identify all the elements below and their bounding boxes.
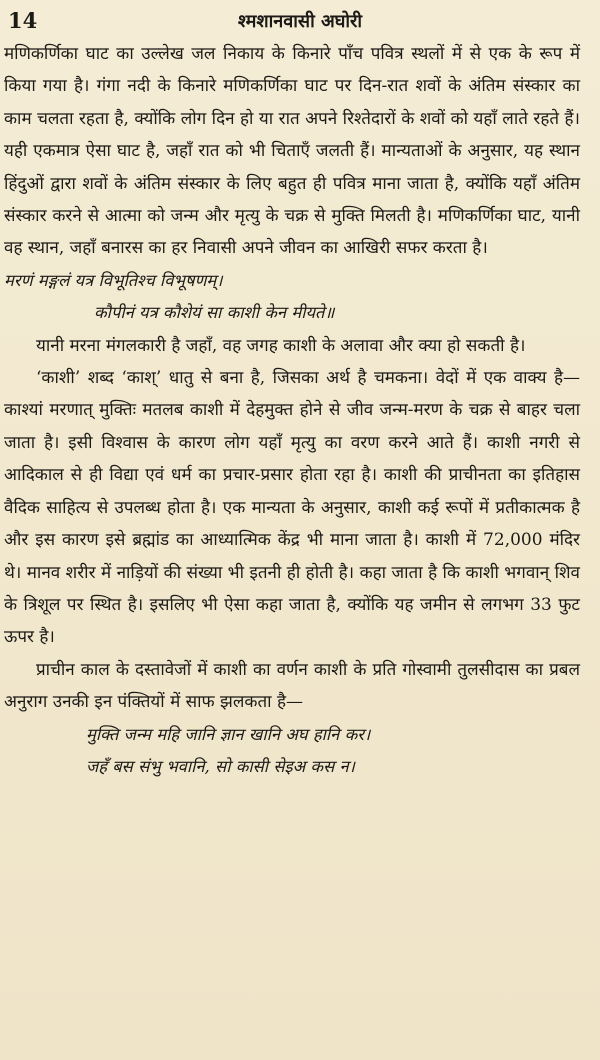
verse-line-3: मुक्ति जन्म महि जानि ज्ञान खानि अघ हानि कर। [86, 724, 371, 744]
page-header [0, 0, 600, 38]
running-title: श्मशानवासी अघोरी [237, 11, 363, 32]
paragraph-1: मणिकर्णिका घाट का उल्लेख जल निकाय के किनारे पाँच पवित्र स्थलों में से एक के रूप में किया गया है। गंगा नदी के किनारे मणिकर्णिका घाट पर दिन-रात शवों के अंतिम संस्कार का काम चलता रहता है, क्योंकि लोग दिन हो या रात अपने रिश्तेदारों के शवों को यहाँ लाते रहते हैं। यही एकमात्र ऐसा घाट है, जहाँ रात को भी चिताएँ जलती हैं। मान्यताओं के अनुसार, यह स्थान हिंदुओं द्वारा शवों के अंतिम संस्कार के लिए बहुत ही पवित्र माना जाता है, क्योंकि यहाँ अंतिम संस्कार करने से आत्मा को जन्म और मृत्यु के चक्र से मुक्ति मिलती है। मणिकर्णिका घाट, यानी वह स्थान, जहाँ बनारस का हर निवासी अपने जीवन का आखिरी सफर करता है। [4, 44, 580, 259]
sanskrit-verse [4, 265, 580, 330]
page-number: 14 [8, 8, 38, 33]
paragraph-4: प्राचीन काल के दस्तावेजों में काशी का वर्णन काशी के प्रति गोस्वामी तुलसीदास का प्रबल अनुराग उनकी इन पंक्तियों में साफ झलकता है— [4, 659, 580, 713]
verse-line-1: मरणं मङ्गलं यत्र विभूतिश्च विभूषणम्। [4, 270, 223, 290]
paragraph-2: यानी मरना मंगलकारी है जहाँ, वह जगह काशी के अलावा और क्या हो सकती है। [36, 335, 526, 356]
page-body [4, 38, 580, 783]
verse-line-2: कौपीनं यत्र कौशेयं सा काशी केन मीयते॥ [94, 303, 335, 323]
tulsidas-verse [4, 719, 580, 784]
verse-line-4: जहँ बस संभु भवानि, सो कासी सेइअ कस न। [86, 756, 355, 776]
paragraph-3: ‘काशी’ शब्द ‘काश्’ धातु से बना है, जिसका अर्थ है चमकना। वेदों में एक वाक्य है—काश्यां मरणात् मुक्तिः मतलब काशी में देहमुक्त होने से जीव जन्म-मरण के चक्र से बाहर चला जाता है। इसी विश्वास के कारण लोग यहाँ मृत्यु का वरण करने आते हैं। काशी नगरी से आदिकाल से ही विद्या एवं धर्म का प्रचार-प्रसार होता रहा है। काशी की प्राचीनता का इतिहास वैदिक साहित्य से उपलब्ध होता है। एक मान्यता के अनुसार, काशी कई रूपों में प्रतीकात्मक है और इस कारण इसे ब्रह्मांड का आध्यात्मिक केंद्र भी माना जाता है। काशी में 72,000 मंदिर थे। मानव शरीर में नाड़ियों की संख्या भी इतनी ही होती है। कहा जाता है कि काशी भगवान् शिव के त्रिशूल पर स्थित है। इसलिए भी ऐसा कहा जाता है, क्योंकि यह जमीन से लगभग 33 फुट ऊपर है। [4, 368, 580, 648]
